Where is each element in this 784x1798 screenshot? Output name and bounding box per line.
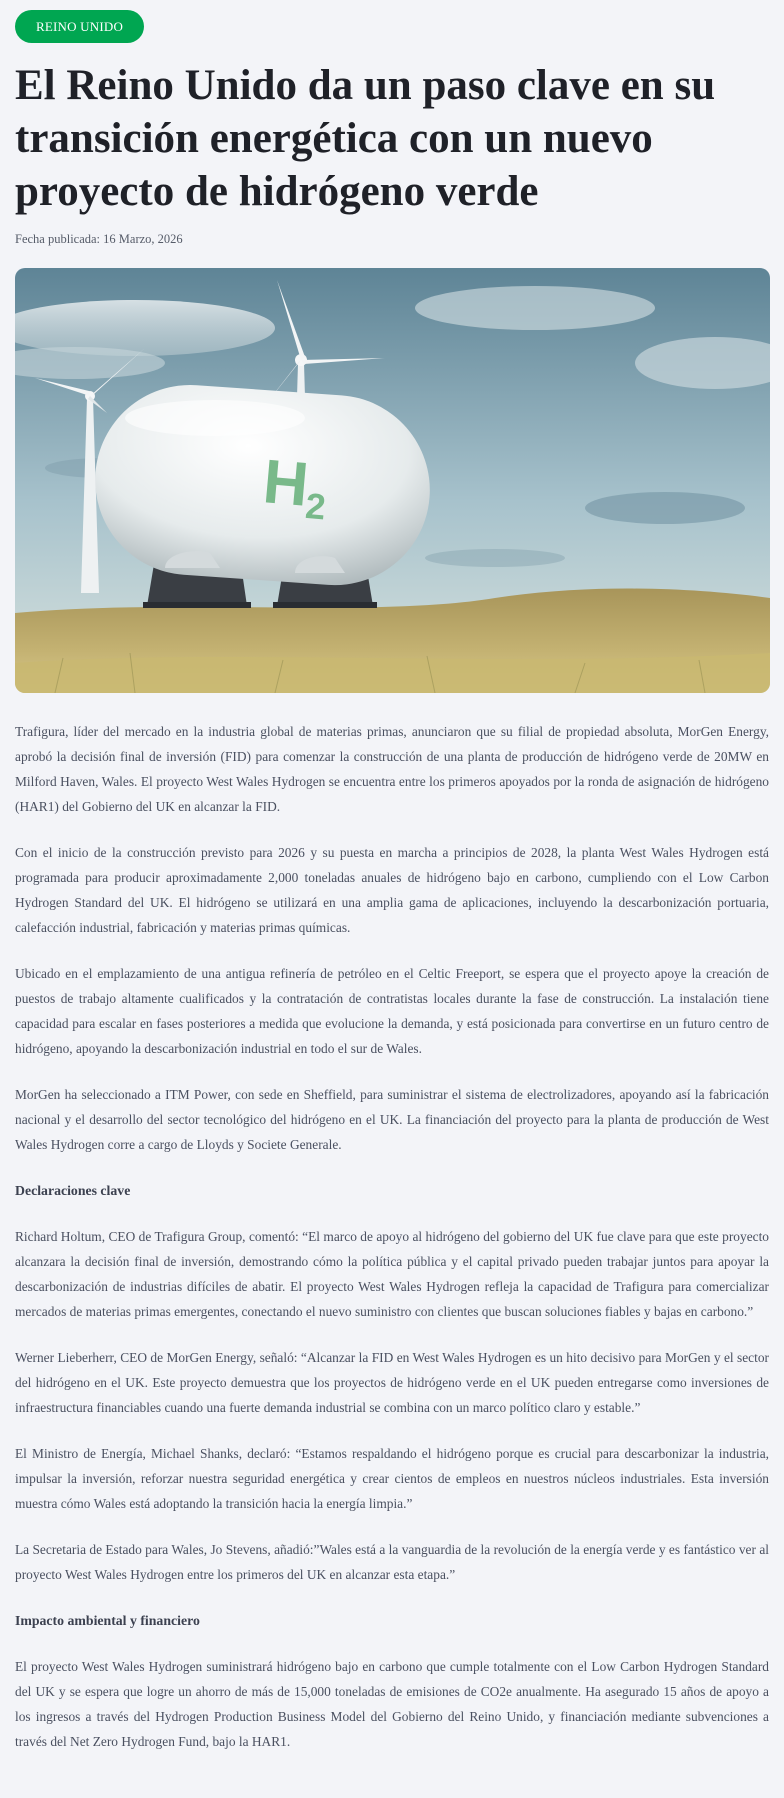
- publish-date: Fecha publicada: 16 Marzo, 2026: [15, 232, 183, 246]
- quote-paragraph: El Ministro de Energía, Michael Shanks, declaró: “Estamos respaldando el hidrógeno porque es crucial para descarbonizar la industria, impulsar la inversión, reforzar nuestra seguridad energética y crear cientos de empleos en nuestros núcleos industriales. Esta inversión muestra cómo Wales está adoptando la transición hacia la energía limpia.”: [15, 1446, 769, 1511]
- article-paragraph: MorGen ha seleccionado a ITM Power, con sede en Sheffield, para suministrar el sistema de electrolizadores, apoyando así la fabricación nacional y el desarrollo del sector tecnológico del hidrógeno en el UK. La financiación del proyecto para la planta de producción de West Wales Hydrogen corre a cargo de Lloyds y Societe Generale.: [15, 1087, 769, 1152]
- closing-paragraph: El proyecto West Wales Hydrogen suministrará hidrógeno bajo en carbono que cumple totalmente con el Low Carbon Hydrogen Standard del UK y se espera que logre un ahorro de más de 15,000 toneladas de emisiones de CO2e anualmente. Ha asegurado 15 años de apoyo a los ingresos a través del Hydrogen Production Business Model del Gobierno del Reino Unido, y financiación mediante subvenciones a través del Net Zero Hydrogen Fund, bajo la HAR1.: [15, 1659, 769, 1749]
- article-paragraph: Ubicado en el emplazamiento de una antigua refinería de petróleo en el Celtic Freeport, se espera que el proyecto apoye la creación de puestos de trabajo altamente cualificados y la contratación de contratistas locales durante la fase de construcción. La instalación tiene capacidad para escalar en fases posteriores a medida que evolucione la demanda, y está posicionada para convertirse en un futuro centro de hidrógeno, apoyando la descarbonización industrial en todo el sur de Wales.: [15, 966, 769, 1056]
- page-title: El Reino Unido da un paso clave en su transición energética con un nuevo proyecto de hidrógeno verde: [15, 62, 716, 215]
- category-badge[interactable]: REINO UNIDO: [15, 10, 144, 43]
- tank-h2-label: H: [260, 447, 312, 520]
- article-paragraph: Con el inicio de la construcción previsto para 2026 y su puesta en marcha a principios de 2028, la planta West Wales Hydrogen está programada para producir aproximadamente 2,000 toneladas anuales de hidrógeno bajo en carbono, cumpliendo con el Low Carbon Hydrogen Standard del UK. El hidrógeno se utilizará en una amplia gama de aplicaciones, incluyendo la descarbonización portuaria, calefacción industrial, fabricación y materias primas químicas.: [15, 845, 769, 935]
- quote-paragraph: Richard Holtum, CEO de Trafigura Group, comentó: “El marco de apoyo al hidrógeno del gobierno del UK fue clave para que este proyecto alcanzara la decisión final de inversión, demostrando cómo la política pública y el capital privado pueden trabajar juntos para apoyar la descarbonización de industrias difíciles de abatir. El proyecto West Wales Hydrogen refleja la capacidad de Trafigura para comercializar mercados de materias primas emergentes, conectando el nuevo suministro con clientes que buscan soluciones fiables y bajas en carbono.”: [15, 1229, 769, 1319]
- section-heading-key-statements: Declaraciones clave: [15, 1183, 131, 1198]
- hero-image: [15, 268, 770, 693]
- quote-paragraph: La Secretaria de Estado para Wales, Jo Stevens, añadió:”Wales está a la vanguardia de la revolución de la energía verde y es fantástico ver al proyecto West Wales Hydrogen entre los primeros del UK en alcanzar esta etapa.”: [15, 1542, 769, 1582]
- tank-h2-subscript: 2: [303, 484, 328, 528]
- section-heading-impact: Impacto ambiental y financiero: [15, 1613, 200, 1628]
- quote-paragraph: Werner Lieberherr, CEO de MorGen Energy, señaló: “Alcanzar la FID en West Wales Hydrogen es un hito decisivo para MorGen y el sector del hidrógeno en el UK. Este proyecto demuestra que los proyectos de hidrógeno verde en el UK pueden entregarse como inversiones de infraestructura financiables cuando una fuerte demanda industrial se combina con un marco político claro y estable.”: [15, 1350, 769, 1415]
- article-paragraph: Trafigura, líder del mercado en la industria global de materias primas, anunciaron que su filial de propiedad absoluta, MorGen Energy, aprobó la decisión final de inversión (FID) para comenzar la construcción de una planta de producción de hidrógeno verde de 20MW en Milford Haven, Wales. El proyecto West Wales Hydrogen se encuentra entre los primeros apoyados por la ronda de asignación de hidrógeno (HAR1) del Gobierno del UK en alcanzar la FID.: [15, 724, 769, 814]
- article-body: [15, 719, 769, 1754]
